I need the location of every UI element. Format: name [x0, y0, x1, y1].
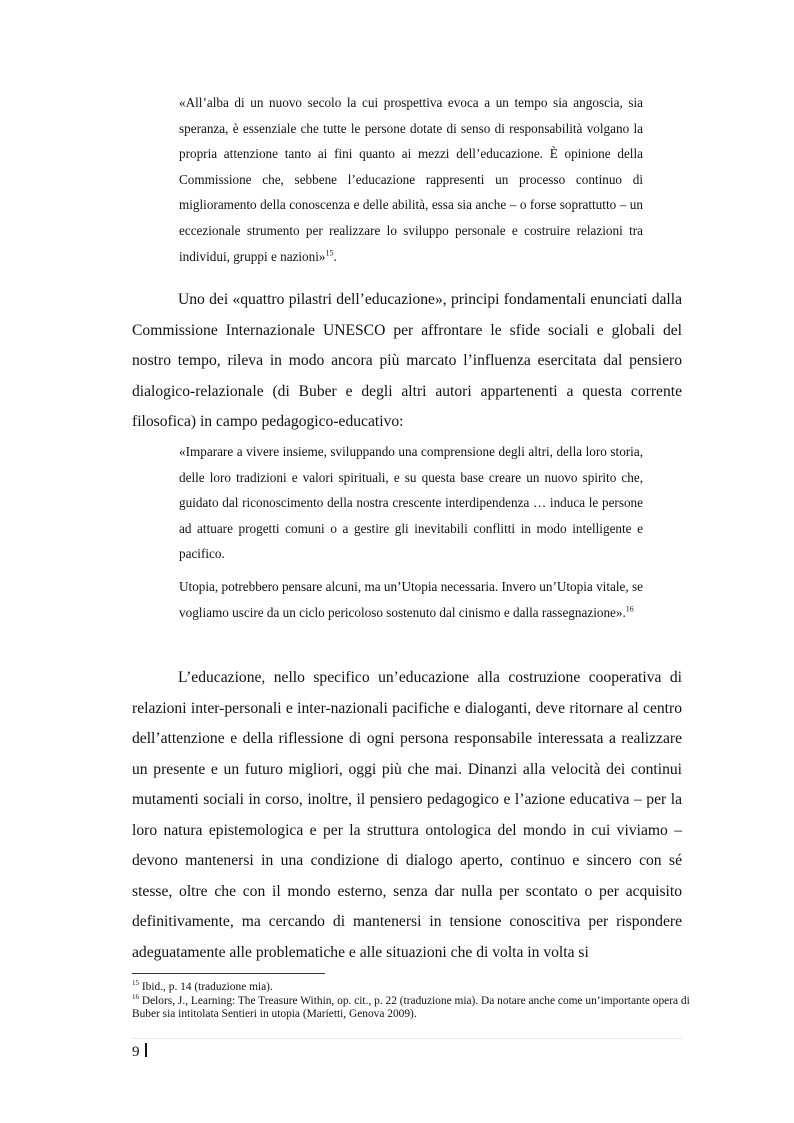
page-number	[132, 1042, 147, 1062]
paragraph-text: Uno dei «quattro pilastri dell’educazione», principi fondamentali enunciati dalla Commissione Internazionale UNESCO per affrontare le sfide sociali e globali del nostro tempo, rileva in modo ancora più marcato l’influenza esercitata dal pensiero dialogico-relazionale (di Buber e degli altri autori appartenenti a questa corrente filosofica) in campo pedagogico-educativo:	[132, 291, 682, 430]
footnote-text: Ibid., p. 14 (traduzione mia).	[141, 981, 273, 993]
footnote-reference[interactable]: 16	[625, 604, 634, 614]
quote-paragraph	[179, 90, 643, 269]
block-quote-2	[179, 439, 643, 625]
footnote-number: 16	[132, 992, 139, 1001]
footnote-reference[interactable]: 15	[325, 248, 334, 258]
quote-tail: .	[333, 248, 337, 264]
paragraph-text: L’educazione, nello specifico un’educazione alla costruzione cooperativa di relazioni inter-personali e inter-nazionali pacifiche e dialoganti, deve ritornare al centro dell’attenzione e della riflessione di ogni persona responsabile interessata a realizzare un presente e un futuro migliori, oggi più che mai. Dinanzi alla velocità dei continui mutamenti sociali in corso, inoltre, il pensiero pedagogico e l’azione educativa – per la loro natura epistemologica e per la struttura ontologica del mondo in cui viviamo – devono mantenersi in una condizione di dialogo aperto, continuo e sincero con sé stesse, oltre che con il mondo esterno, senza dar nulla per scontato o per acquisito definitivamente, ma cercando di mantenersi in tensione conoscitiva per rispondere adeguatamente alle problematiche e alle situazioni che di volta in volta si	[132, 669, 682, 961]
footnote-number: 15	[132, 979, 139, 988]
quote-text: Utopia, potrebbero pensare alcuni, ma un’Utopia necessaria. Invero un’Utopia vitale, se vogliamo uscire da un ciclo pericoloso sostenuto dal cinismo e dalla rassegnazione».	[179, 578, 643, 620]
footnote-text: Delors, J., Learning: The Treasure Within, op. cit., p. 22 (traduzione mia). Da notare anche come un’importante opera di Buber sia intitolata Sentieri in utopia (Marietti, Genova 2009).	[132, 994, 690, 1020]
quote-paragraph	[179, 574, 643, 625]
quote-paragraph: «Imparare a vivere insieme, sviluppando una comprensione degli altri, della loro storia, delle loro tradizioni e valori spirituali, e su questa base creare un nuovo spirito che, guidato dal riconoscimento della nostra crescente interdipendenza … induca le persone ad attuare progetti comuni o a gestire gli inevitabili conflitti in modo intelligente e pacifico.	[179, 444, 643, 562]
page-number-bar	[145, 1043, 147, 1057]
body-paragraph-1	[132, 285, 682, 438]
block-quote-1	[179, 90, 643, 269]
quote-text: «All’alba di un nuovo secolo la cui prospettiva evoca a un tempo sia angoscia, sia speranza, è essenziale che tutte le persone dotate di senso di responsabilità volgano la propria attenzione tanto ai fini quanto ai mezzi dell’educazione. È opinione della Commissione che, sebbene l’educazione rappresenti un processo continuo di miglioramento della conoscenza e delle abilità, essa sia anche – o forse soprattutto – un eccezionale strumento per realizzare lo sviluppo personale e costruire relazioni tra individui, gruppi e nazioni»	[179, 95, 643, 264]
footnotes	[132, 981, 692, 1022]
page-number-value: 9	[132, 1044, 140, 1060]
footnote	[132, 981, 692, 995]
body-paragraph-2	[132, 663, 682, 968]
footnote-separator	[132, 973, 325, 974]
footnote	[132, 992, 692, 1022]
footer-rule	[132, 1038, 682, 1039]
